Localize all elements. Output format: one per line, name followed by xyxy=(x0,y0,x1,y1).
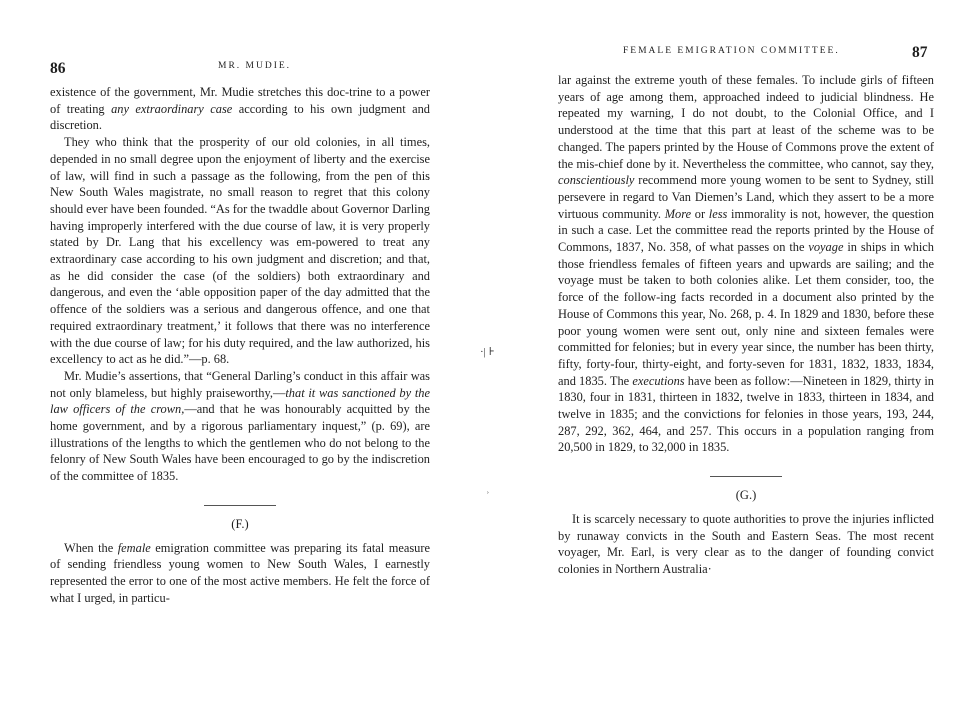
paragraph: lar against the extreme youth of these females. To include girls of fifteen years of age among them, approached indeed to judicial blindness. He repeated my warning, I do not doubt, to the Colonial Office, and I understood at the time that this part at least of the scheme was to be changed. The papers printed by the House of Commons prove the extent of the mis-chief done by it. Nevertheless the committee, who cannot, say they, conscientiously recommend more young women to be sent to Sydney, still persevere in regard to Van Diemen’s Land, which they assert to be a more virtuous community. More or less immorality is not, however, the question in such a case. Let the committee read the reports printed by the House of Commons, 1837, No. 358, of what passes on the voyage in ships in which those friendless females of fifteen years and upwards are sailing; and the voyage must be taken to both colonies alike. Let them consider, too, the force of the follow-ing facts recorded in a document also printed by the House of Commons this year, No. 268, p. 4. In 1829 and 1830, before these poor young women were sent out, only nine and sixteen females were committed for felonies; but in every year since, the number has been thirty, fifty, forty-four, thirty-eight, and forty-seven for 1831, 1832, 1833, 1834, and 1835. The executions have been as follow:—Nineteen in 1829, thirty in 1830, four in 1831, thirteen in 1832, twelve in 1833, thirteen in 1834, and twelve in 1835; and the convictions for felonies in those years, 193, 244, 287, 292, 362, 464, and 257. This occurs in a population ranging from 20,500 in 1829, to 32,000 in 1835. xyxy=(558,73,934,455)
gutter-mark: ˒ xyxy=(486,485,490,497)
paragraph: It is scarcely necessary to quote authorities to prove the injuries inflicted by runaway convicts in the South and Eastern Seas. The most recent voyager, Mr. Earl, is very clear as to the danger of founding convict colonies in Northern Australia· xyxy=(558,511,934,576)
page-number-right: 87 xyxy=(912,44,928,61)
section-title-g: (G.) xyxy=(735,488,757,503)
page-number-left: 86 xyxy=(50,60,66,77)
paragraph: existence of the government, Mr. Mudie stretches this doc-trine to a power of treating any extraordinary case according to his own judgment and discretion. xyxy=(50,85,430,133)
paragraph: They who think that the prosperity of our old colonies, in all times, depended in no small degree upon the enjoyment of liberty and the exercise of law, will find in such a passage as the following, from the pen of this New South Wales magistrate, no small reason to regret that this colony should ever have been founded. “As for the twaddle about Governor Darling having improperly interfered with the due course of law, it is very properly stated by Dr. Lang that his excellency was em-powered to treat any extraordinary case according to his own judgment and discretion; and that, as he did consider the case (of the soldiers) both extraordinary and dangerous, and even the ‘able opposition paper of the day admitted that the offence of the soldiers was a serious and dangerous offence, and one that required extraordinary treatment,’ it follows that there was no interference with the due course of law; for his duty required, and the law authorized, his excellency to act as he did.”—p. 68. xyxy=(50,135,430,367)
right-page-body xyxy=(558,72,934,578)
paragraph: Mr. Mudie’s assertions, that “General Darling’s conduct in this affair was not only blameless, but highly praiseworthy,—that it was sanctioned by the law officers of the crown,—and that he was honourably acquitted by the home government, and by a rigorous parliamentary inquest,” (p. 69), are illustrations of the lengths to which the gentlemen who do not belong to the felonry of New South Wales have been encouraged to go by the indiscretion of the committee of 1835. xyxy=(50,368,430,484)
section-divider xyxy=(710,476,782,477)
left-page-body xyxy=(50,84,430,606)
running-head-left: MR. MUDIE. xyxy=(218,61,292,71)
right-page xyxy=(490,0,980,701)
paragraph: When the female emigration committee was preparing its fatal measure of sending friendless young women to New South Wales, I earnestly represented the error to one of the most active members. He felt the force of what I urged, in particu- xyxy=(50,540,430,605)
section-divider xyxy=(204,505,276,506)
running-head-right: FEMALE EMIGRATION COMMITTEE. xyxy=(623,46,840,56)
gutter-mark: ·| ⊦ xyxy=(480,346,495,358)
section-title-f: (F.) xyxy=(231,516,249,531)
